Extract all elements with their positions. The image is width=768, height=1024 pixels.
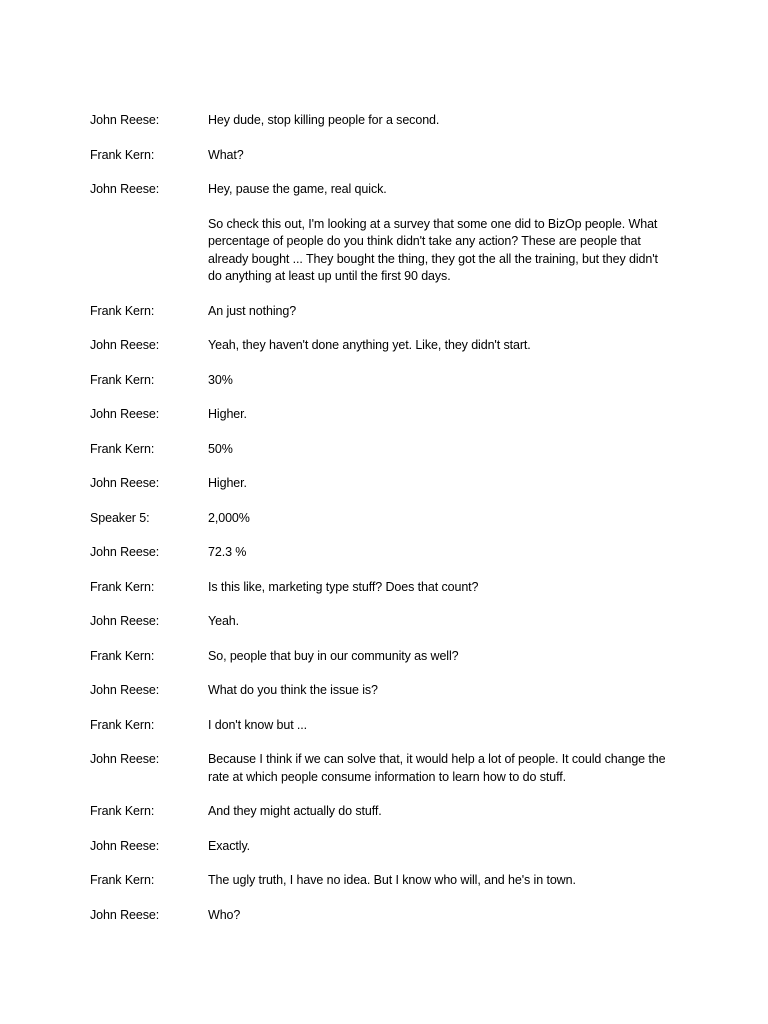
utterance-text: So, people that buy in our community as well? <box>208 648 459 663</box>
transcript-entry <box>90 648 690 666</box>
utterance-text: 30% <box>208 372 233 387</box>
speaker-name: John Reese: <box>90 407 160 421</box>
transcript-entry <box>90 751 690 786</box>
utterance-text: Hey dude, stop killing people for a second. <box>208 113 440 127</box>
speaker-name: Frank Kern: <box>90 579 155 594</box>
transcript-entry <box>90 544 690 562</box>
transcript-entry <box>90 579 690 597</box>
speaker-name: Speaker 5: <box>90 510 150 525</box>
transcript-entry <box>90 872 690 890</box>
utterance-text: Who? <box>208 907 241 922</box>
utterance-text: 72.3 % <box>208 545 247 559</box>
transcript-entry <box>90 147 690 165</box>
utterance-text: Hey, pause the game, real quick. <box>208 182 387 196</box>
transcript-entry <box>90 337 690 355</box>
utterance-text: And they might actually do stuff. <box>208 804 382 818</box>
transcript-entry <box>90 406 690 424</box>
transcript-entry <box>90 838 690 856</box>
utterance-text: Because I think if we can solve that, it would help a lot of people. It could change the rate at which people consume information to learn how to do stuff. <box>208 752 666 784</box>
speaker-name: John Reese: <box>90 614 160 628</box>
transcript-entry <box>90 216 690 286</box>
speaker-name: John Reese: <box>90 182 160 196</box>
speaker-name: John Reese: <box>90 907 160 922</box>
speaker-name: John Reese: <box>90 338 160 352</box>
speaker-name: Frank Kern: <box>90 303 155 318</box>
speaker-name: Frank Kern: <box>90 873 155 887</box>
utterance-text: Higher. <box>208 407 247 421</box>
transcript-entry <box>90 803 690 821</box>
transcript-entry <box>90 181 690 199</box>
speaker-name: Frank Kern: <box>90 717 155 732</box>
transcript-entry <box>90 682 690 700</box>
utterance-text: An just nothing? <box>208 303 297 318</box>
speaker-name: John Reese: <box>90 838 160 853</box>
utterance-text: What? <box>208 147 244 162</box>
utterance-text: Is this like, marketing type stuff? Does that count? <box>208 579 479 594</box>
transcript-entry <box>90 303 690 321</box>
speaker-name: Frank Kern: <box>90 372 155 387</box>
transcript-entry <box>90 717 690 735</box>
utterance-text: What do you think the issue is? <box>208 683 378 697</box>
speaker-name: John Reese: <box>90 683 160 697</box>
transcript-entry <box>90 441 690 459</box>
transcript-entry <box>90 475 690 493</box>
speaker-name: John Reese: <box>90 752 160 766</box>
utterance-text: Yeah, they haven't done anything yet. Like, they didn't start. <box>208 338 531 352</box>
utterance-text: Exactly. <box>208 838 251 853</box>
transcript-entry <box>90 510 690 528</box>
utterance-text: So check this out, I'm looking at a survey that some one did to BizOp people. What percentage of people do you think didn't take any action? These are people that already bought ... They bought the thing, they got the all the training, but they didn't do anything at least up until the first 90 days. <box>208 216 658 283</box>
transcript-entry <box>90 907 690 925</box>
speaker-name: Frank Kern: <box>90 441 155 456</box>
transcript-entry <box>90 112 690 130</box>
utterance-text: I don't know but ... <box>208 717 308 732</box>
speaker-name: Frank Kern: <box>90 147 155 162</box>
transcript-entry <box>90 372 690 390</box>
speaker-name: John Reese: <box>90 113 160 127</box>
utterance-text: 50% <box>208 441 233 456</box>
transcript <box>90 112 690 941</box>
speaker-name: John Reese: <box>90 545 160 559</box>
transcript-entry <box>90 613 690 631</box>
utterance-text: Higher. <box>208 476 247 490</box>
utterance-text: The ugly truth, I have no idea. But I know who will, and he's in town. <box>208 873 576 887</box>
speaker-name: Frank Kern: <box>90 648 155 663</box>
speaker-name: Frank Kern: <box>90 804 155 818</box>
utterance-text: Yeah. <box>208 614 240 628</box>
utterance-text: 2,000% <box>208 510 250 525</box>
speaker-name: John Reese: <box>90 476 160 490</box>
